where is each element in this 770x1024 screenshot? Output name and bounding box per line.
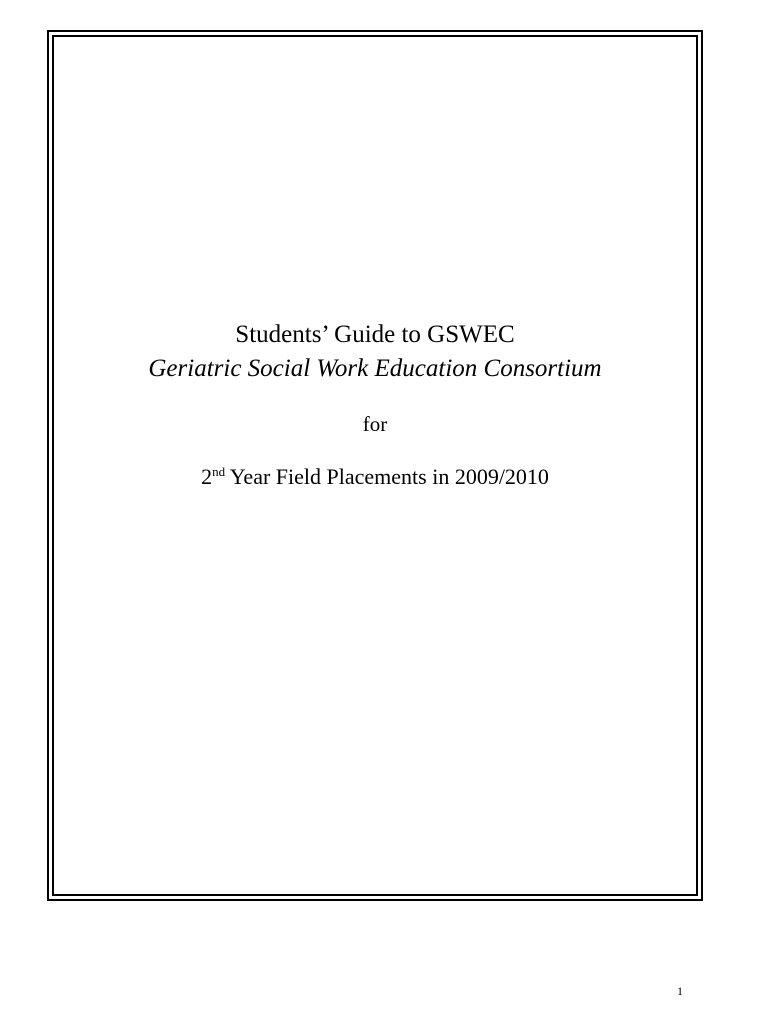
page-border [47, 30, 703, 901]
connector-text: for [362, 412, 388, 436]
document-subtitle: Geriatric Social Work Education Consortium [148, 355, 602, 382]
title-block [54, 318, 696, 492]
page-border-inner [52, 35, 698, 896]
placement-text: Year Field Placements in 2009/2010 [225, 464, 549, 489]
placement-line [54, 462, 696, 492]
document-title: Students’ Guide to GSWEC [235, 321, 515, 348]
ordinal-number: 2 [201, 464, 213, 489]
page-number: 1 [677, 984, 683, 998]
ordinal-suffix: nd [212, 464, 226, 479]
